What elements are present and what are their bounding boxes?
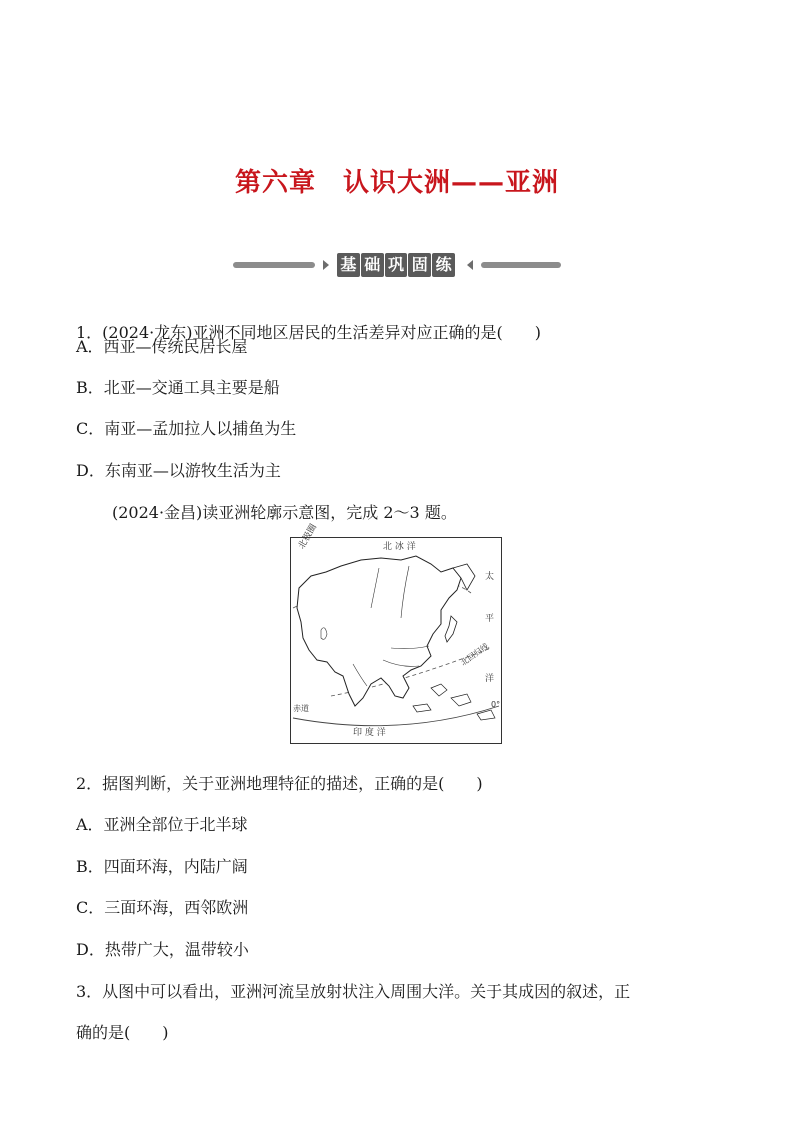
equator-label: 赤道 — [293, 704, 309, 713]
q2-option-a: A．亚洲全部位于北半球 — [76, 815, 248, 834]
badge-char: 础 — [361, 253, 384, 277]
q1-stem: 1．(2024·龙东)亚洲不同地区居民的生活差异对应正确的是( ) — [76, 323, 541, 342]
q1-option-c: C．南亚—孟加拉人以捕鱼为生 — [76, 419, 297, 438]
left-divider-bar — [233, 262, 315, 268]
pacific-label-2: 平 — [485, 614, 495, 624]
q2-option-b: B．四面环海，内陆广阔 — [76, 857, 248, 876]
badge-char: 基 — [337, 253, 360, 277]
indian-ocean-label: 印 度 洋 — [353, 728, 386, 738]
left-arrow-icon — [467, 260, 473, 270]
pacific-label-3: 洋 — [485, 674, 495, 684]
pacific-label-1: 太 — [485, 572, 495, 582]
right-arrow-icon — [323, 260, 329, 270]
q1-option-a: A．西亚—传统民居长屋 — [76, 337, 248, 356]
asia-outline-map — [290, 522, 502, 744]
section-badge — [337, 253, 455, 277]
page-title: 第六章 认识大洲——亚洲 — [234, 168, 559, 198]
badge-char: 固 — [408, 253, 431, 277]
arctic-ocean-label: 北 冰 洋 — [383, 542, 416, 552]
right-divider-bar — [481, 262, 561, 268]
badge-char: 练 — [432, 253, 455, 277]
zero-degree-label: 0° — [491, 700, 501, 709]
q3-stem-line1: 3．从图中可以看出，亚洲河流呈放射状注入周围大洋。关于其成因的叙述，正 — [76, 982, 631, 1001]
q3-stem-line2: 确的是( ) — [76, 1023, 169, 1042]
q1-option-b: B．北亚—交通工具主要是船 — [76, 378, 280, 397]
q2-option-d: D．热带广大，温带较小 — [76, 940, 249, 959]
arctic-circle-label: 北极圈 — [297, 522, 320, 551]
badge-char: 巩 — [385, 253, 408, 277]
map-intro: (2024·金昌)读亚洲轮廓示意图，完成 2～3 题。 — [112, 503, 457, 522]
q2-stem: 2．据图判断，关于亚洲地理特征的描述，正确的是( ) — [76, 774, 483, 793]
q1-option-d: D．东南亚—以游牧生活为主 — [76, 461, 281, 480]
section-header — [233, 253, 561, 277]
tropic-label: 北回归线 — [459, 641, 491, 668]
q2-option-c: C．三面环海，西邻欧洲 — [76, 898, 249, 917]
